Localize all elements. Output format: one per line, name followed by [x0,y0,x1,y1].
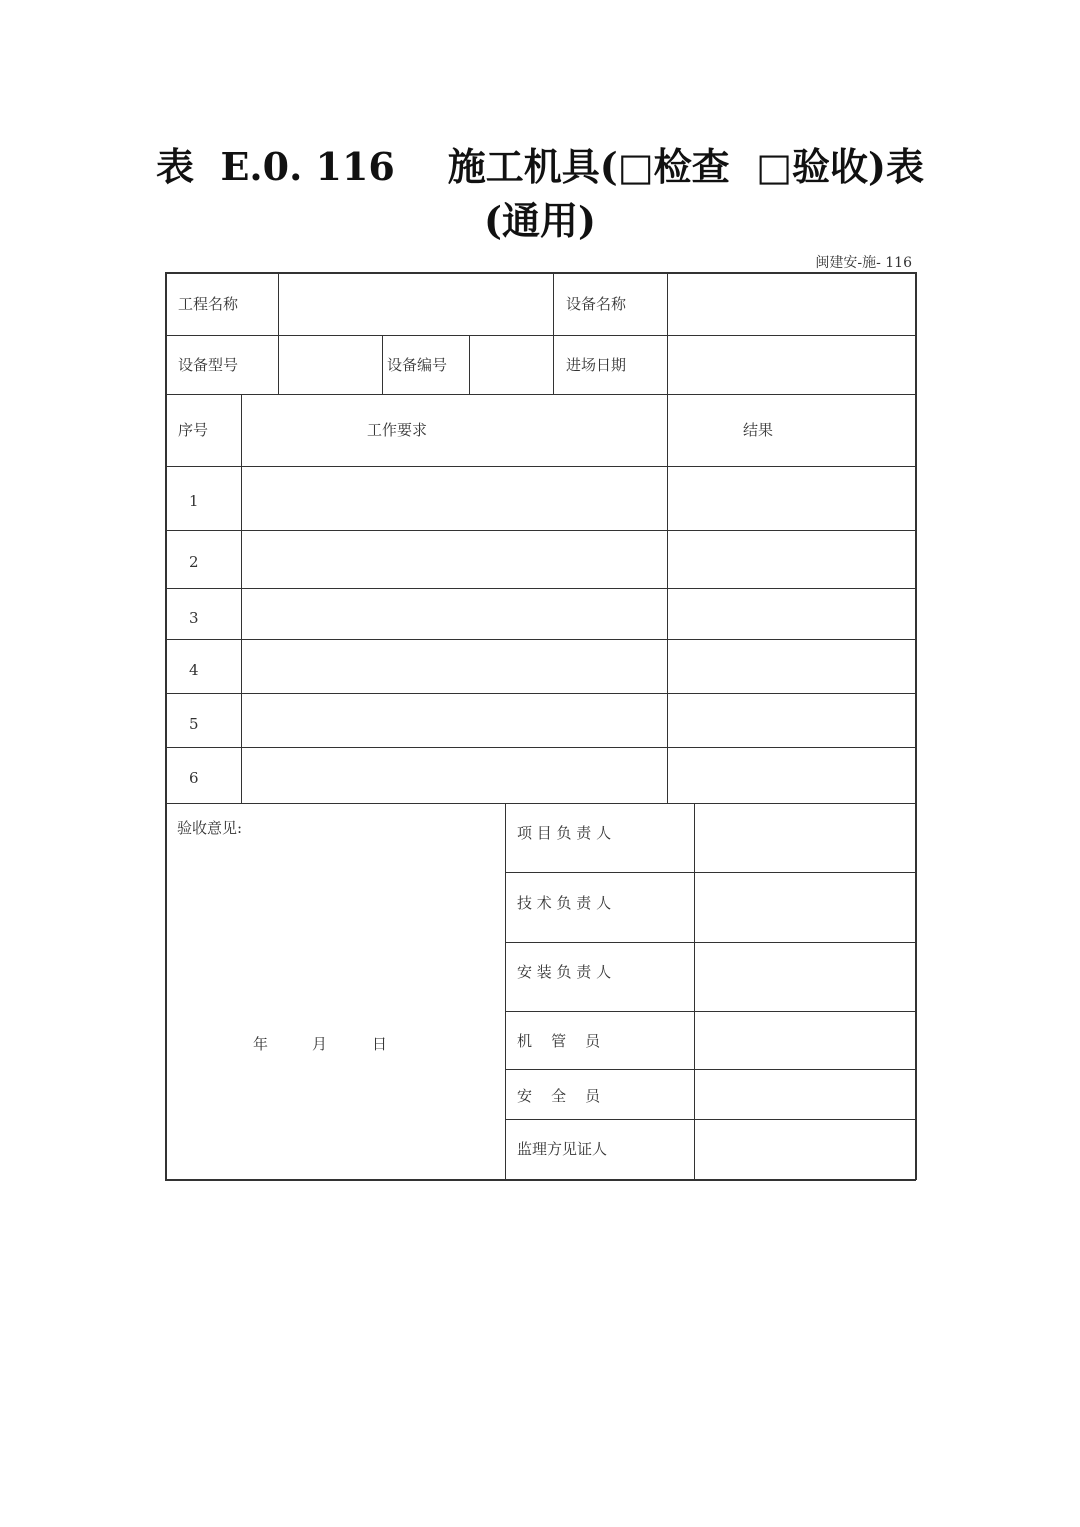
result-cell[interactable] [669,641,914,692]
acceptance-opinion-label: 验收意见: [177,819,243,837]
row-divider [165,530,915,531]
form-code: 闽建安-施- 116 [815,255,912,271]
equipment-number-label: 设备编号 [387,356,448,374]
project-name-field[interactable] [280,274,552,334]
row-divider [505,1069,915,1070]
signature-field-technical-lead[interactable] [696,874,914,941]
signature-label-project-manager: 项 目 负 责 人 [517,824,612,842]
row-divider [165,394,915,395]
entry-date-label: 进场日期 [566,356,627,374]
equipment-model-field[interactable] [280,337,381,393]
date-day-label: 日 [372,1035,388,1053]
signature-field-project-manager[interactable] [696,805,914,871]
col-divider [667,272,668,394]
signature-label-installation-lead: 安 装 负 责 人 [517,963,612,981]
result-cell[interactable] [669,468,914,529]
entry-date-field[interactable] [669,337,914,393]
table-border-right [915,272,917,1180]
row-number: 5 [189,715,199,733]
project-name-label: 工程名称 [178,295,239,313]
row-number: 4 [189,661,199,679]
column-header-result: 结果 [742,421,773,439]
row-divider [165,335,915,336]
row-divider [165,588,915,589]
col-divider [553,272,554,394]
signature-label-machine-manager: 机 管 员 [517,1032,601,1050]
row-divider [165,639,915,640]
result-cell[interactable] [669,749,914,802]
date-year-label: 年 [253,1035,269,1053]
requirement-cell[interactable] [243,749,666,802]
col-divider [667,394,668,803]
row-divider [165,693,915,694]
col-divider [278,272,279,394]
col-divider [469,335,470,394]
row-number: 6 [189,769,199,787]
result-cell[interactable] [669,590,914,638]
row-number: 2 [189,553,199,571]
signature-label-supervisor-witness: 监理方见证人 [517,1140,608,1158]
row-divider [505,942,915,943]
equipment-name-field[interactable] [669,274,914,334]
col-divider [241,394,242,803]
form-title-line2: (通用) [484,198,596,243]
row-divider [505,872,915,873]
requirement-cell[interactable] [243,468,666,529]
row-divider [165,747,915,748]
signature-field-supervisor-witness[interactable] [696,1121,914,1178]
column-header-requirement: 工作要求 [366,421,427,439]
row-divider [505,1119,915,1120]
result-cell[interactable] [669,695,914,746]
signature-field-safety-officer[interactable] [696,1071,914,1118]
row-number: 3 [189,609,199,627]
requirement-cell[interactable] [243,641,666,692]
equipment-number-field[interactable] [471,337,552,393]
signature-label-safety-officer: 安 全 员 [517,1087,601,1105]
row-divider [165,466,915,467]
acceptance-opinion-field[interactable] [167,845,504,1025]
table-border-bottom [165,1179,916,1181]
signature-field-machine-manager[interactable] [696,1013,914,1068]
table-border-left [165,272,167,1180]
date-month-label: 月 [312,1035,328,1053]
col-divider [694,803,695,1179]
requirement-cell[interactable] [243,590,666,638]
column-header-seq: 序号 [178,421,209,439]
col-divider [505,803,506,1179]
form-title-line1: 表 E.0. 116 施工机具(□检查 □验收)表 [155,144,925,189]
row-number: 1 [189,492,199,510]
equipment-model-label: 设备型号 [178,356,239,374]
requirement-cell[interactable] [243,532,666,587]
signature-field-installation-lead[interactable] [696,944,914,1010]
row-divider [165,803,915,804]
equipment-name-label: 设备名称 [566,295,627,313]
requirement-cell[interactable] [243,695,666,746]
signature-label-technical-lead: 技 术 负 责 人 [517,894,612,912]
col-divider [382,335,383,394]
result-cell[interactable] [669,532,914,587]
row-divider [505,1011,915,1012]
